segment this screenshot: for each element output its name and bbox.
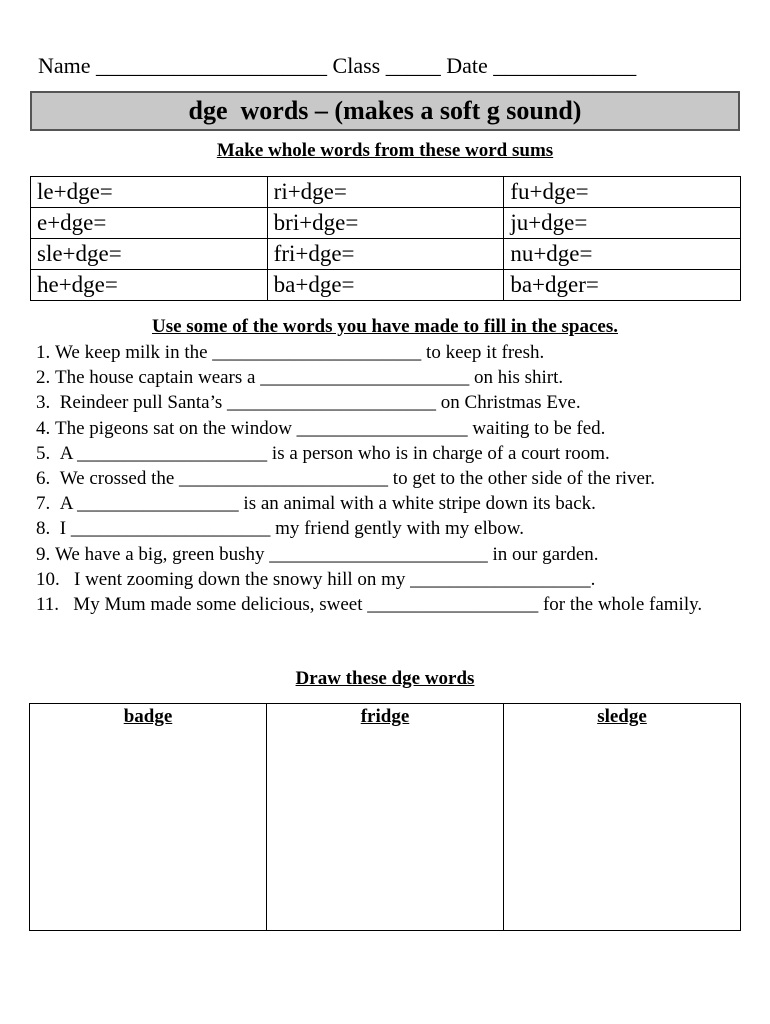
item-text: I went zooming down the snowy hill on my ___________________. [74,568,596,590]
item-text: A ____________________ is a person who is in charge of a court room. [59,442,610,464]
item-number: 5. [36,442,60,464]
item-text: We crossed the ______________________ to get to the other side of the river. [59,468,656,490]
list-item [36,592,736,617]
drawing-label: sledge [597,706,647,727]
table-row [31,208,741,239]
table-row [31,270,741,301]
word-sum-cell: nu+dge= [504,239,741,270]
fill-in-heading: Use some of the words you have made to fill in the spaces. [151,316,618,337]
word-sum-cell: ri+dge= [267,177,504,208]
list-item [36,390,736,415]
item-text: I _____________________ my friend gently with my elbow. [59,518,524,540]
word-sum-cell: fu+dge= [504,177,741,208]
item-number: 6. [36,468,60,490]
table-row [31,177,741,208]
word-sum-cell: ba+dger= [504,270,741,301]
item-number: 7. [36,493,60,515]
word-sum-cell: sle+dge= [31,239,268,270]
list-item [36,567,736,592]
item-number: 10. [36,568,74,590]
item-text: Reindeer pull Santa’s ______________________ on Christmas Eve. [59,392,581,414]
word-sum-cell: ba+dge= [267,270,504,301]
list-item [36,340,736,365]
word-sum-cell: bri+dge= [267,208,504,239]
word-sum-cell: ju+dge= [504,208,741,239]
list-item [36,466,736,491]
table-row [30,704,741,931]
word-sum-cell: fri+dge= [267,239,504,270]
word-sums-heading: Make whole words from these word sums [216,140,554,161]
item-number: 2. [36,367,55,389]
list-item [36,416,736,441]
item-number: 3. [36,392,60,414]
draw-heading: Draw these dge words [295,668,475,689]
drawing-box-sledge[interactable] [504,704,741,931]
item-text: My Mum made some delicious, sweet __________________ for the whole family. [73,594,703,616]
list-item [36,491,736,516]
drawing-box-fridge[interactable] [267,704,504,931]
drawing-label: fridge [360,706,410,727]
item-number: 9. [36,543,55,565]
item-text: The house captain wears a ______________________ on his shirt. [55,367,564,389]
item-text: The pigeons sat on the window __________________ waiting to be fed. [55,417,606,439]
item-number: 1. [36,342,55,363]
item-text: A _________________ is an animal with a white stripe down its back. [59,493,596,515]
worksheet-title [30,91,740,131]
drawing-label: badge [123,706,173,727]
list-item [36,365,736,390]
word-sum-cell: he+dge= [31,270,268,301]
item-text: We keep milk in the ______________________ to keep it fresh. [55,342,545,363]
table-row [31,239,741,270]
item-text: We have a big, green bushy _______________________ in our garden. [55,543,599,565]
name-class-date-line: Name _____________________ Class _____ Date _____________ [38,53,637,78]
drawing-table [29,703,741,931]
list-item [36,542,736,567]
worksheet-title-text: dge words – (makes a soft g sound) [188,96,582,125]
item-number: 8. [36,518,60,540]
word-sum-cell: e+dge= [31,208,268,239]
item-number: 11. [36,594,74,616]
drawing-box-badge[interactable] [30,704,267,931]
list-item [36,516,736,541]
list-item [36,441,736,466]
word-sum-cell: le+dge= [31,177,268,208]
fill-in-sentence-list [36,340,736,617]
item-number: 4. [36,417,55,439]
word-sums-table [30,176,741,301]
